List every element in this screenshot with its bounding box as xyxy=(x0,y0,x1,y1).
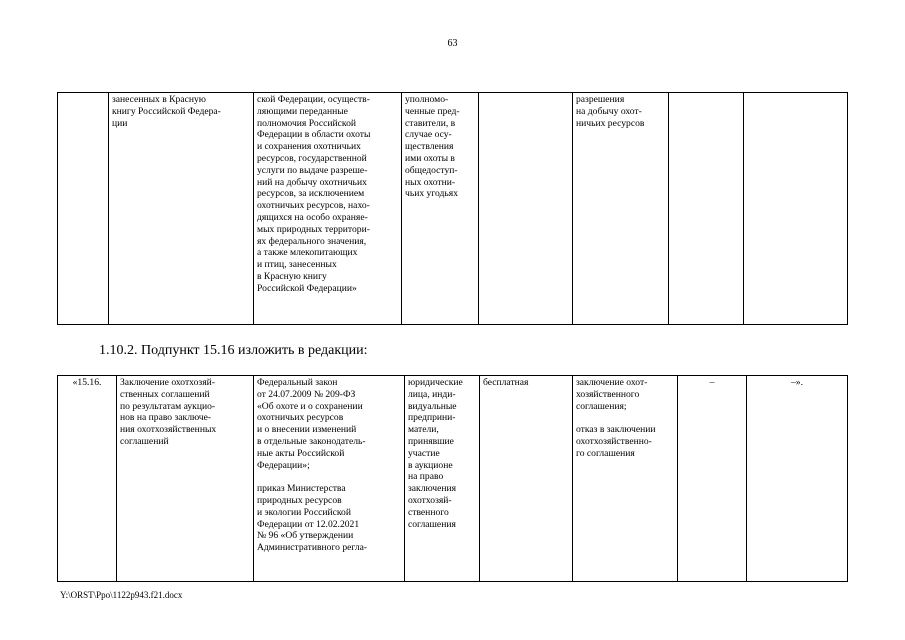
cell-line: охотничьих ресурсов, нахо- xyxy=(257,200,370,212)
cell-col8 xyxy=(744,93,848,325)
cell-line: заключение охот- xyxy=(576,377,648,388)
cell-line: случае осу- xyxy=(405,129,452,141)
cell-col7 xyxy=(669,93,744,325)
cell-line: и сохранения охотничьих xyxy=(257,141,361,153)
file-path-footer: Y:\ORST\Ppo\1122p943.f21.docx xyxy=(60,590,183,600)
cell-line: бесплатная xyxy=(483,377,529,388)
cell-line: и экологии Российской xyxy=(257,506,351,518)
table-continuation xyxy=(57,92,848,325)
cell-line: Федерации в области охоты xyxy=(257,129,371,141)
section-heading: 1.10.2. Подпункт 15.16 изложить в редакции: xyxy=(99,343,368,358)
cell-line: Российской Федерации» xyxy=(257,282,357,294)
cell-line: ные акты Российской xyxy=(257,447,345,459)
cell-line: дящихся на особо охраняе- xyxy=(257,211,368,223)
cell-line: ний на добычу охотничьих xyxy=(257,176,367,188)
cell-line xyxy=(576,412,674,424)
cell-line: предприни- xyxy=(408,412,456,424)
cell-line: природных ресурсов xyxy=(257,494,342,506)
cell-line: юридические xyxy=(408,377,463,388)
cell-line: приказ Министерства xyxy=(257,483,346,495)
cell-line: соглашений xyxy=(120,435,169,447)
cell-line: Федерации»; xyxy=(257,459,310,471)
cell-number xyxy=(58,93,109,325)
cell-line: ных охотни- xyxy=(405,176,456,188)
cell-line: ской Федерации, осуществ- xyxy=(257,94,370,105)
cell-line: «15.16. xyxy=(72,377,102,388)
cell-line: на право xyxy=(408,471,444,483)
cell-line: чьих угодьях xyxy=(405,188,459,200)
cell-line: и о внесении изменений xyxy=(257,424,357,436)
cell-line: мых природных территори- xyxy=(257,223,370,235)
cell-result xyxy=(573,93,669,325)
cell-line: № 96 «Об утверждении xyxy=(257,530,354,542)
cell-line: а также млекопитающих xyxy=(257,247,358,259)
table-row xyxy=(58,93,848,325)
cell-line: в аукционе xyxy=(408,459,453,471)
cell-line: ния охотхозяйственных xyxy=(120,424,217,436)
cell-line: ществления xyxy=(405,141,454,153)
cell-number xyxy=(58,376,117,582)
cell-line: ляющими переданные xyxy=(257,105,348,117)
cell-line: соглашения xyxy=(408,518,456,530)
cell-line: Административного регла- xyxy=(257,542,368,554)
cell-line: лица, инди- xyxy=(408,388,456,400)
cell-line: общедоступ- xyxy=(405,164,458,176)
cell-line xyxy=(257,471,401,483)
cell-legal-basis xyxy=(254,376,405,582)
cell-line: принявшие xyxy=(408,435,454,447)
cell-line: от 24.07.2009 № 209-ФЗ xyxy=(257,388,356,400)
cell-line: «Об охоте и о сохранении xyxy=(257,400,363,412)
cell-applicants xyxy=(402,93,479,325)
cell-line: ресурсов, за исключением xyxy=(257,188,365,200)
cell-line: Федерации от 12.02.2021 xyxy=(257,518,360,530)
cell-line: книгу Российской Федера- xyxy=(112,105,221,117)
cell-fee xyxy=(479,93,573,325)
page-number: 63 xyxy=(447,38,458,49)
cell-line: на добычу охот- xyxy=(576,105,642,117)
cell-line: в отдельные законодатель- xyxy=(257,435,366,447)
cell-line: матели, xyxy=(408,424,439,436)
cell-line: охотничьих ресурсов xyxy=(257,412,344,424)
cell-applicants xyxy=(405,376,480,582)
cell-fee xyxy=(480,376,573,582)
cell-line: отказ в заключении xyxy=(576,424,656,436)
cell-line: Заключение охотхозяй- xyxy=(120,377,215,388)
cell-line: и птиц, занесенных xyxy=(257,259,337,271)
cell-line: ченные пред- xyxy=(405,105,460,117)
cell-line: нов на право заключе- xyxy=(120,412,212,424)
cell-line: ставители, в xyxy=(405,117,456,129)
cell-line: –». xyxy=(791,377,803,388)
cell-col8 xyxy=(747,376,848,582)
cell-line: видуальные xyxy=(408,400,457,412)
cell-line: хозяйственного xyxy=(576,388,640,400)
cell-line: в Красную книгу xyxy=(257,270,327,282)
cell-result xyxy=(573,376,678,582)
cell-line: услуги по выдаче разреше- xyxy=(257,164,368,176)
cell-line: соглашения; xyxy=(576,400,627,412)
table-row xyxy=(58,376,848,582)
cell-line: ресурсов, государственной xyxy=(257,152,367,164)
cell-line: охотхозяйственно- xyxy=(576,435,652,447)
cell-line: ях федерального значения, xyxy=(257,235,367,247)
cell-line: го соглашения xyxy=(576,447,635,459)
table-item-15-16 xyxy=(57,375,848,582)
cell-line: ими охоты в xyxy=(405,152,455,164)
cell-line: ственного xyxy=(408,506,449,518)
cell-line: – xyxy=(709,377,715,388)
cell-line: Федеральный закон xyxy=(257,377,338,388)
cell-line: ничьих ресурсов xyxy=(576,117,645,129)
cell-line: уполномо- xyxy=(405,94,449,105)
cell-col7 xyxy=(678,376,747,582)
cell-line: ции xyxy=(112,117,128,129)
cell-line: участие xyxy=(408,447,440,459)
cell-line: полномочия Российской xyxy=(257,117,357,129)
cell-line: по результатам аукцио- xyxy=(120,400,216,412)
cell-legal-basis xyxy=(254,93,402,325)
cell-line: занесенных в Красную xyxy=(112,94,206,105)
cell-line: охотхозяй- xyxy=(408,494,452,506)
cell-line: заключения xyxy=(408,483,457,495)
cell-line: разрешения xyxy=(576,94,625,105)
cell-name xyxy=(109,93,254,325)
cell-name xyxy=(117,376,254,582)
cell-line: ственных соглашений xyxy=(120,388,210,400)
